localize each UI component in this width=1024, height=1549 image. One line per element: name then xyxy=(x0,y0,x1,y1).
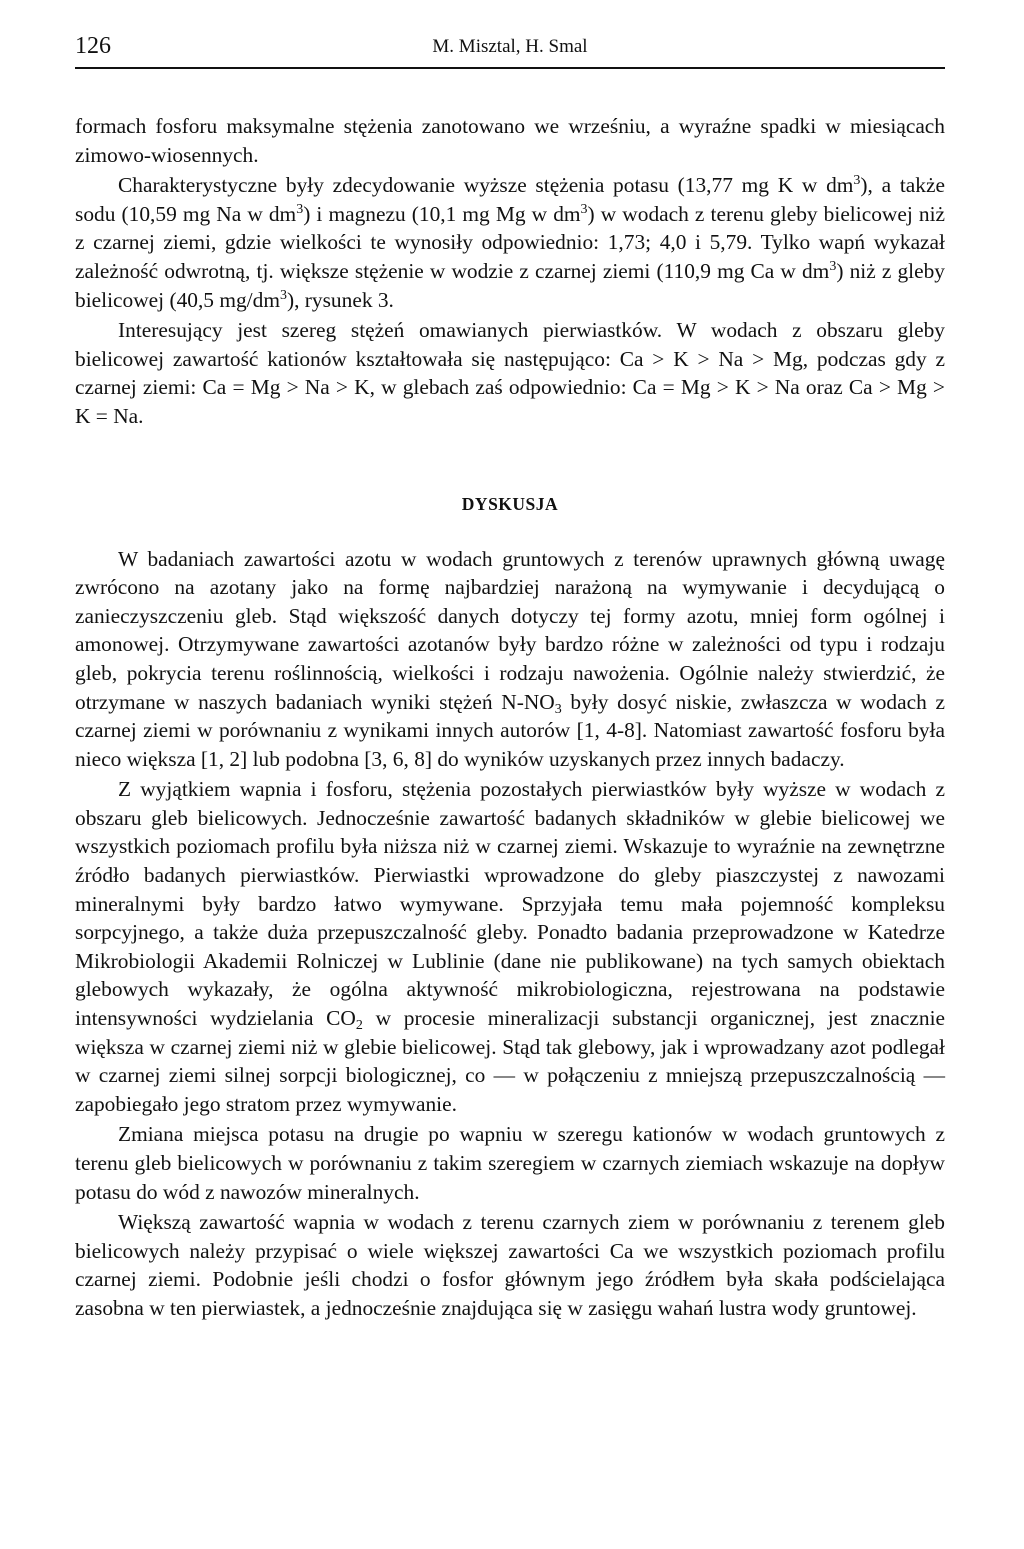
subscript: 3 xyxy=(554,701,562,717)
text-run: Charakterystyczne były zdecydowanie wyższe stężenia potasu (13,77 mg K w dm xyxy=(118,173,854,198)
page-header xyxy=(75,30,945,66)
section-heading-discussion: DYSKUSJA xyxy=(461,493,559,514)
article-body xyxy=(75,112,945,1323)
text-run: ) w wodach z terenu gleby bielicowej niż z czarnej ziemi, gdzie wielkości te wynosiły odpowiednio: 1,73; 4,0 i 5,79. Tylko wapń wykazał zależność odwrotną, tj. większe stężenie w wodzie z czarnej ziemi (110,9 mg Ca w dm xyxy=(75,201,945,283)
text-run: Z wyjątkiem wapnia i fosforu, stężenia pozostałych pierwiastków były wyższe w wodach z obszaru gleb bielicowych. Jednocześnie zawartość badanych składników w glebie bielicowej we wszystkich poziomach profilu była niższa niż w czarnej ziemi. Wskazuje to wyraźnie na zewnętrzne źródło badanych pierwiastków. Pierwiastki wprowadzone do gleby piaszczystej z nawozami mineralnymi były bardzo łatwo wymywane. Sprzyjała temu mała pojemność kompleksu sorpcyjnego, a także duża przepuszczalność gleby. Ponadto badania przeprowadzone w Katedrze Mikrobiologii Akademii Rolniczej w Lublinie (dane nie publikowane) na tych samych obiektach glebowych wykazały, że ogólna aktywność mikrobiologiczna, rejestrowana na podstawie intensywności wydzielania CO xyxy=(75,777,945,1031)
text-run: były dosyć niskie, zwłaszcza w wodach z czarnej ziemi w porównaniu z wynikami innych autorów [1, 4-8]. Natomiast zawartość fosforu była nieco większa [1, 2] lub podobna [3, 6, 8] do wyników uzyskanych przez innych badaczy. xyxy=(75,689,945,771)
page-number: 126 xyxy=(75,33,111,59)
paragraph-nitrogen xyxy=(75,545,945,774)
superscript: 3 xyxy=(580,201,588,217)
text-run: ) niż z gleby bielicowej (40,5 mg/dm xyxy=(75,258,945,312)
text-run: ) i magnezu (10,1 mg Mg w dm xyxy=(303,201,581,226)
header-rule xyxy=(75,67,945,69)
paragraph-continued: formach fosforu maksymalne stężenia zanotowano we wrześniu, a wyraźne spadki w miesiącach zimowo-wiosennych. xyxy=(75,114,945,167)
superscript: 3 xyxy=(296,201,304,217)
running-head-authors: M. Misztal, H. Smal xyxy=(432,36,588,57)
text-run: W badaniach zawartości azotu w wodach gruntowych z terenów uprawnych główną uwagę zwrócono na azotany jako na formę najbardziej narażoną na wymywanie i decydującą o zanieczyszczeniu gleb. Stąd większość danych dotyczy tej formy azotu, mniej form ogólnej i amonowej. Otrzymywane zawartości azotanów były bardzo różne w zależności od typu i rodzaju gleb, pokrycia terenu roślinnością, wielkości i rodzaju nawożenia. Ogólnie należy stwierdzić, że otrzymane w naszych badaniach wyniki stężeń N-NO xyxy=(75,546,945,714)
text-run: ), rysunek 3. xyxy=(286,287,394,312)
paragraph-potassium-sodium-magnesium xyxy=(75,171,945,314)
superscript: 3 xyxy=(829,258,837,274)
text-run: w procesie mineralizacji substancji organicznej, jest znacznie większa w czarnej ziemi niż w glebie bielicowej. Stąd tak glebowy, jak i wprowadzany azot podlegał w czarnej ziemi silnej sorpcji biologicznej, co — w połączeniu z mniejszą przepuszczalnością — zapobiegało jego stratom przez wymywanie. xyxy=(75,1006,946,1116)
paragraph-potassium-shift: Zmiana miejsca potasu na drugie po wapniu w szeregu kationów w wodach gruntowych z terenu gleb bielicowych w porównaniu z takim szeregiem w czarnych ziemiach wskazuje na dopływ potasu do wód z nawozów mineralnych. xyxy=(75,1122,945,1204)
superscript: 3 xyxy=(853,173,861,189)
paragraph-calcium-phosphorus xyxy=(75,775,945,1118)
paragraph-calcium-content: Większą zawartość wapnia w wodach z terenu czarnych ziem w porównaniu z terenem gleb bielicowych należy przypisać o wiele większej zawartości Ca we wszystkich poziomach profilu czarnej ziemi. Podobnie jeśli chodzi o fosfor głównym jego źródłem była skała podścielająca zasobna w ten pierwiastek, a jednocześnie znajdująca się w zasięgu wahań lustra wody gruntowej. xyxy=(75,1210,945,1320)
text-run: ), a także sodu (10,59 mg Na w dm xyxy=(75,173,945,226)
superscript: 3 xyxy=(279,287,287,303)
subscript: 2 xyxy=(355,1018,363,1034)
paragraph-cation-series: Interesujący jest szereg stężeń omawianych pierwiastków. W wodach z obszaru gleby bielicowej zawartość kationów kształtowała się następująco: Ca > K > Na > Mg, podczas gdy z czarnej ziemi: Ca = Mg > Na > K, w glebach zaś odpowiednio: Ca = Mg > K > Na oraz Ca > Mg > K = Na. xyxy=(75,318,945,428)
